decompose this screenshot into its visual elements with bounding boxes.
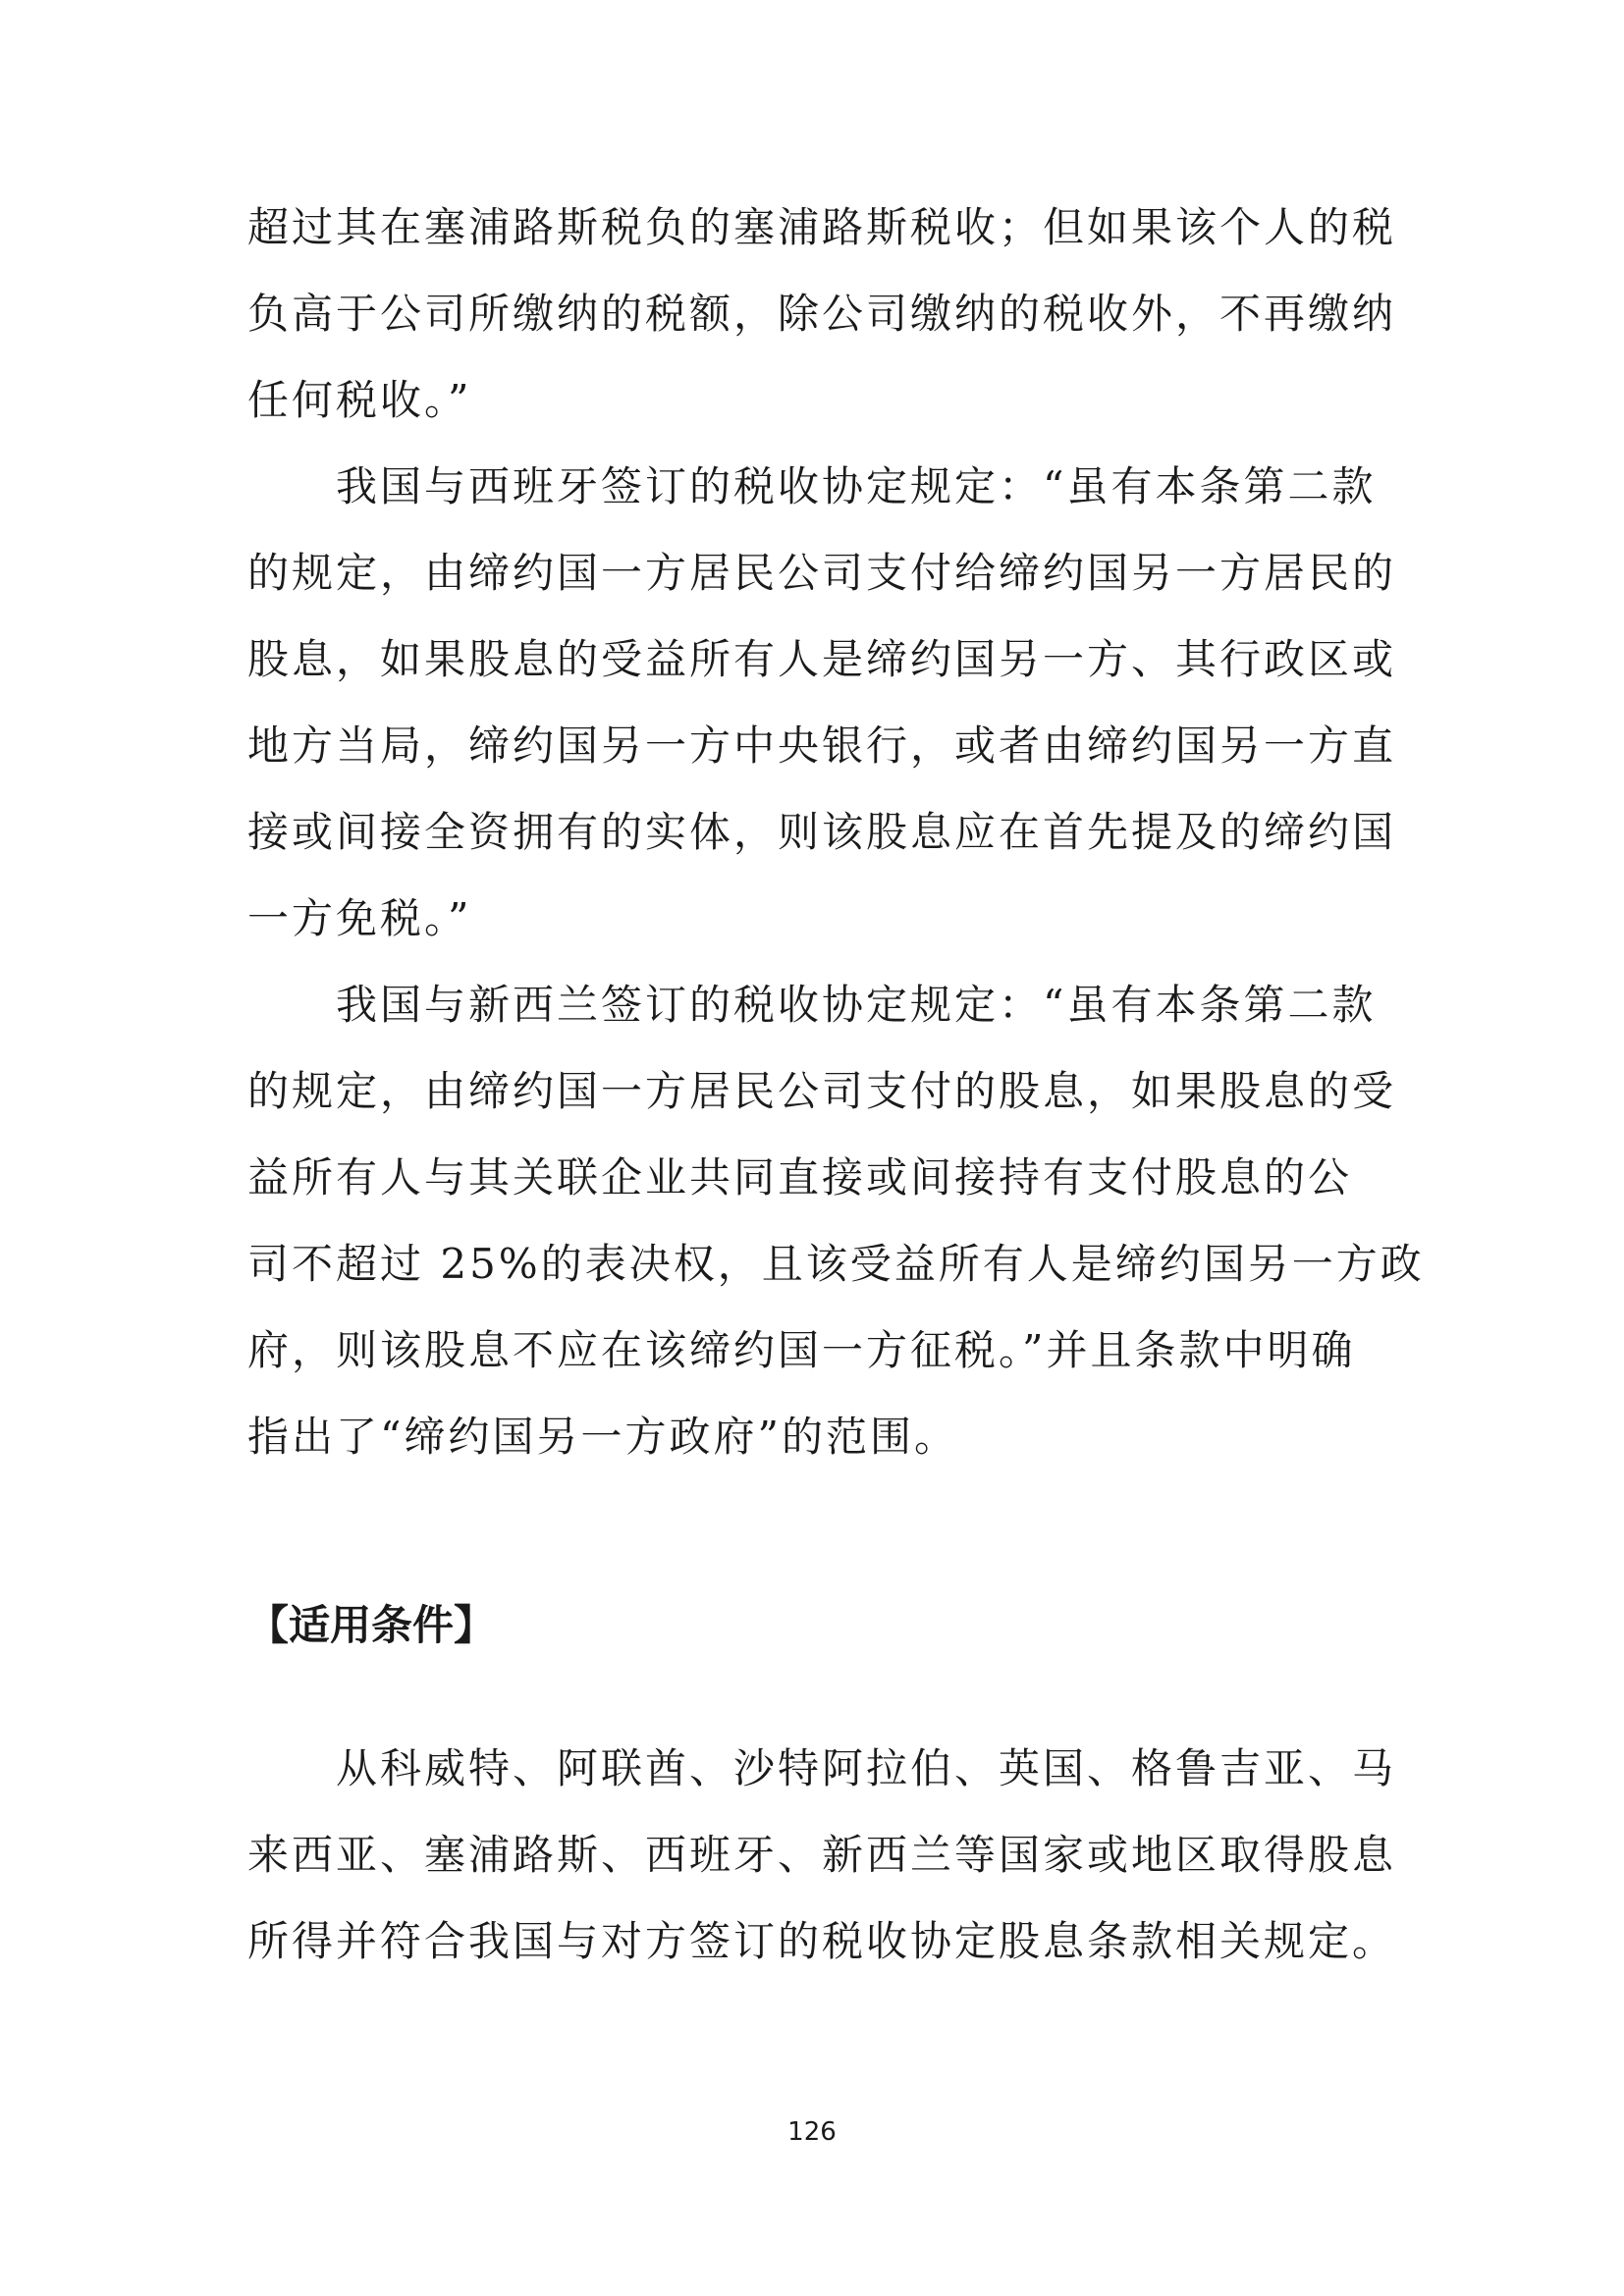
text-line: 益所有人与其关联企业共同直接或间接持有支付股息的公 bbox=[247, 1153, 1353, 1201]
text-line: 我国与新西兰签订的税收协定规定：“虽有本条第二款 bbox=[336, 981, 1377, 1029]
text-line: 所得并符合我国与对方签订的税收协定股息条款相关规定。 bbox=[247, 1917, 1397, 1965]
text-line: 我国与西班牙签订的税收协定规定：“虽有本条第二款 bbox=[336, 462, 1377, 510]
section-heading: 【适用条件】 bbox=[247, 1601, 496, 1649]
text-line: 超过其在塞浦路斯税负的塞浦路斯税收；但如果该个人的税 bbox=[247, 203, 1397, 251]
page-number: 126 bbox=[787, 2117, 837, 2147]
text-line: 来西亚、塞浦路斯、西班牙、新西兰等国家或地区取得股息 bbox=[247, 1831, 1397, 1879]
text-line: 司不超过 25%的表决权，且该受益所有人是缔约国另一方政 bbox=[247, 1240, 1425, 1288]
text-line: 地方当局，缔约国另一方中央银行，或者由缔约国另一方直 bbox=[247, 721, 1397, 770]
text-line: 的规定，由缔约国一方居民公司支付给缔约国另一方居民的 bbox=[247, 549, 1397, 597]
text-line: 从科威特、阿联酋、沙特阿拉伯、英国、格鲁吉亚、马 bbox=[336, 1744, 1397, 1792]
text-line: 指出了“缔约国另一方政府”的范围。 bbox=[247, 1413, 958, 1461]
text-line: 府，则该股息不应在该缔约国一方征税。”并且条款中明确 bbox=[247, 1326, 1356, 1374]
text-line: 股息，如果股息的受益所有人是缔约国另一方、其行政区或 bbox=[247, 635, 1397, 683]
text-line: 的规定，由缔约国一方居民公司支付的股息，如果股息的受 bbox=[247, 1067, 1397, 1115]
text-line: 一方免税。” bbox=[247, 894, 472, 942]
text-line: 接或间接全资拥有的实体，则该股息应在首先提及的缔约国 bbox=[247, 808, 1397, 856]
text-line: 负高于公司所缴纳的税额，除公司缴纳的税收外，不再缴纳 bbox=[247, 290, 1397, 338]
text-line: 任何税收。” bbox=[247, 376, 472, 424]
